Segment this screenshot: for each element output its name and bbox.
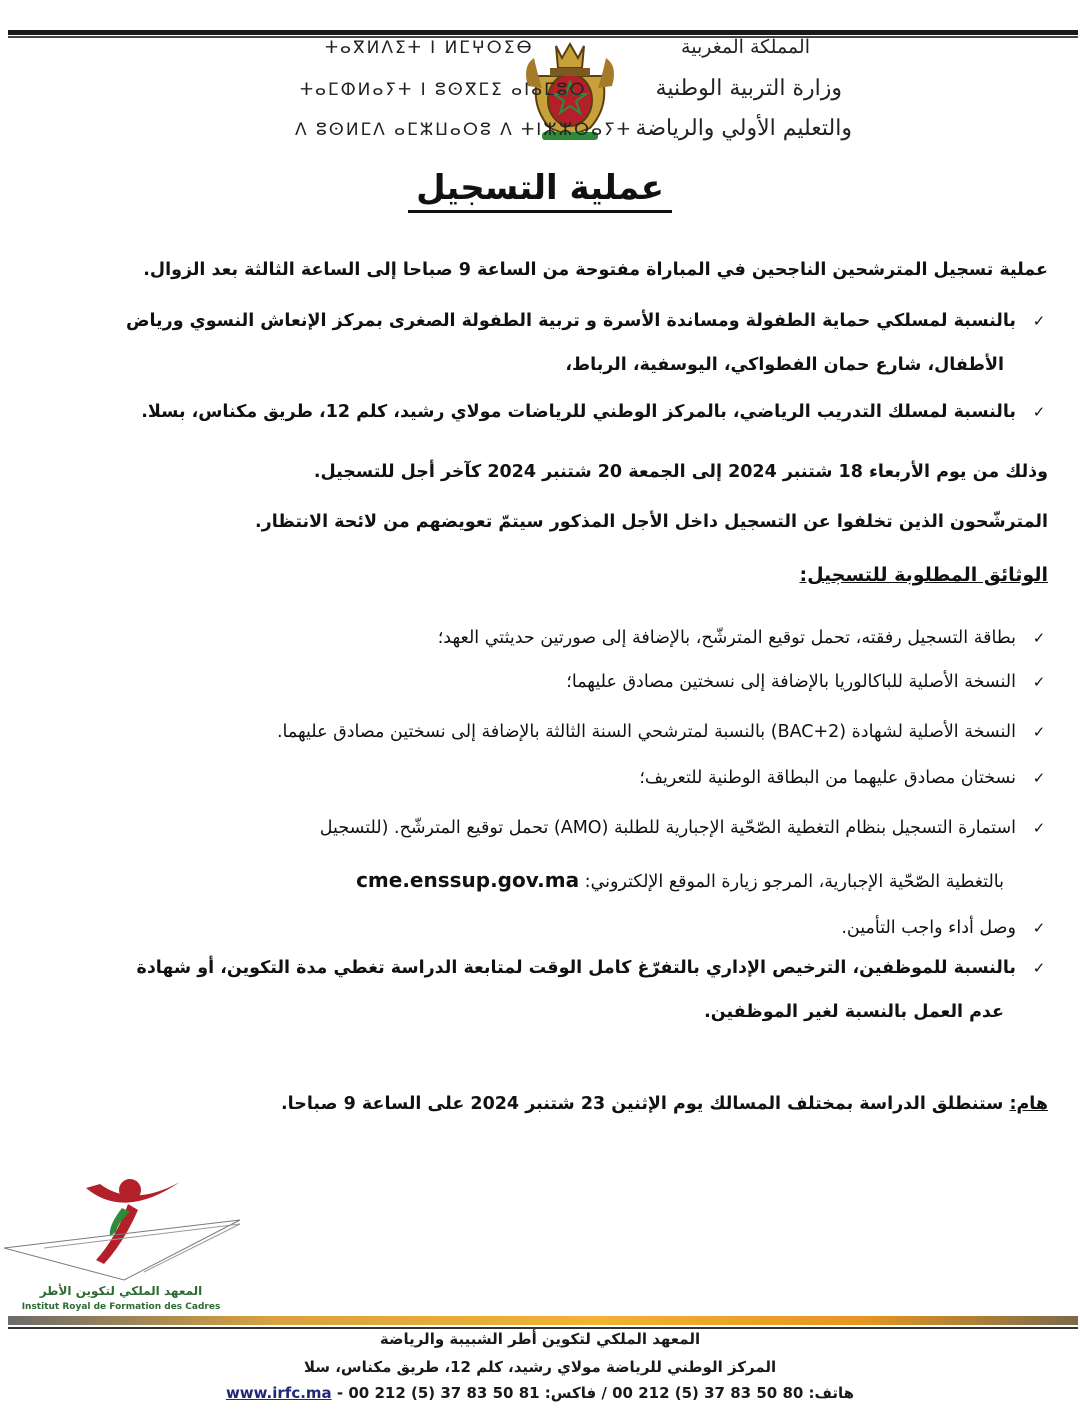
document-item: ✓النسخة الأصلية لشهادة (BAC+2) بالنسبة لمترشحي السنة الثالثة بالإضافة إلى نسختين مصادق عليهما. — [277, 710, 1048, 754]
footer-address: المركز الوطني للرياضة مولاي رشيد، كلم 12، طريق مكناس، سلا — [303, 1358, 777, 1376]
footer-rule-thin — [8, 1327, 1078, 1329]
check-icon: ✓ — [1032, 403, 1046, 421]
check-icon: ✓ — [1032, 919, 1046, 937]
important-notice: هام: ستنطلق الدراسة بمختلف المسالك يوم الإثنين 23 شتنبر 2024 على الساعة 9 صباحا. — [281, 1094, 1048, 1114]
page-title: عملية التسجيل — [0, 168, 1080, 208]
irfc-logo-icon — [4, 1168, 244, 1286]
logo-french-name: Institut Royal de Formation des Cadres — [21, 1302, 221, 1312]
check-icon: ✓ — [1032, 629, 1046, 647]
location-item: ✓بالنسبة لمسلك التدريب الرياضي، بالمركز الوطني للرياضات مولاي رشيد، كلم 12، طريق مكناس، بسلا. — [141, 390, 1048, 434]
location-item: ✓بالنسبة لمسلكي حماية الطفولة ومساندة الأسرة و تربية الطفولة الصغرى بمركز الإنعاش النسوي ورياض — [126, 299, 1048, 343]
intro-paragraph: عملية تسجيل المترشحين الناجحين في المباراة مفتوحة من الساعة 9 صباحا إلى الساعة الثالثة بعد الزوال. — [143, 260, 1048, 280]
document-item: ✓نسختان مصادق عليهما من البطاقة الوطنية للتعريف؛ — [639, 756, 1048, 800]
check-icon: ✓ — [1032, 769, 1046, 787]
document-item: ✓النسخة الأصلية للباكالوريا بالإضافة إلى نسختين مصادق عليهما؛ — [566, 660, 1048, 704]
document-item-continued: بالتغطية الصّحّية الإجبارية، المرجو زيارة الموقع الإلكتروني: cme.enssup.gov.ma — [356, 868, 1004, 892]
check-icon: ✓ — [1032, 959, 1046, 977]
document-item: ✓بطاقة التسجيل رفقته، تحمل توقيع المترشّح، بالإضافة إلى صورتين حديثتي العهد؛ — [438, 616, 1048, 660]
footer-rule — [8, 1316, 1078, 1325]
header-kingdom: المملكة المغربية — [681, 36, 810, 58]
document-item-continued: عدم العمل بالنسبة لغير الموظفين. — [704, 1002, 1004, 1022]
header-rule — [8, 30, 1078, 35]
document-item: ✓وصل أداء واجب التأمين. — [841, 906, 1048, 950]
footer-phone: هاتف: 80 50 83 37 (5) 212 00 / فاكس: 81 50 83 37 (5) 212 00 - — [336, 1384, 855, 1402]
footer-institute: المعهد الملكي لتكوين أطر الشبيبة والرياضة — [379, 1330, 701, 1348]
header-ministry-2: والتعليم الأولي والرياضة — [635, 116, 852, 141]
check-icon: ✓ — [1032, 723, 1046, 741]
check-icon: ✓ — [1032, 312, 1046, 330]
header-ministry: وزارة التربية الوطنية — [655, 76, 842, 101]
footer-contact — [0, 1384, 1080, 1402]
waitlist-notice: المترشّحون الذين تخلفوا عن التسجيل داخل الأجل المذكور سيتمّ تعويضهم من لائحة الانتظار. — [255, 512, 1048, 532]
important-label: هام: — [1009, 1094, 1048, 1114]
header-tifinagh-2: ⵜⴰⵎⵀⵍⴰⵢⵜ ⵏ ⵓⵙⴳⵎⵉ ⴰⵏⴰⵎⵓⵔ — [300, 80, 587, 100]
logo-arabic-name: المعهد الملكي لتكوين الأطر — [39, 1284, 203, 1298]
location-item-continued: الأطفال، شارع حمان الفطواكي، اليوسفية، الرباط، — [565, 355, 1004, 375]
document-item: ✓بالنسبة للموظفين، الترخيص الإداري بالتفرّغ كامل الوقت لمتابعة الدراسة تغطي مدة التكوين، أو شهادة — [136, 946, 1048, 990]
check-icon: ✓ — [1032, 673, 1046, 691]
check-icon: ✓ — [1032, 819, 1046, 837]
registration-dates: وذلك من يوم الأربعاء 18 شتنبر 2024 إلى الجمعة 20 شتنبر 2024 كآخر أجل للتسجيل. — [313, 462, 1048, 482]
documents-heading: الوثائق المطلوبة للتسجيل: — [799, 564, 1048, 586]
document-item: ✓استمارة التسجيل بنظام التغطية الصّحّية الإجبارية للطلبة (AMO) تحمل توقيع المترشّح. (للتسجيل — [320, 806, 1048, 850]
cme-website-link[interactable]: cme.enssup.gov.ma — [356, 868, 580, 892]
website-link[interactable]: www.irfc.ma — [225, 1384, 332, 1402]
header-tifinagh-1: ⵜⴰⴳⵍⴷⵉⵜ ⵏ ⵍⵎⵖⵔⵉⴱ — [325, 38, 534, 58]
header-tifinagh-3: ⴷ ⵓⵙⵍⵎⴷ ⴰⵎⵣⵡⴰⵔⵓ ⴷ ⵜⵏⵣⵣⵔⴰⵢⵜ — [295, 120, 632, 140]
